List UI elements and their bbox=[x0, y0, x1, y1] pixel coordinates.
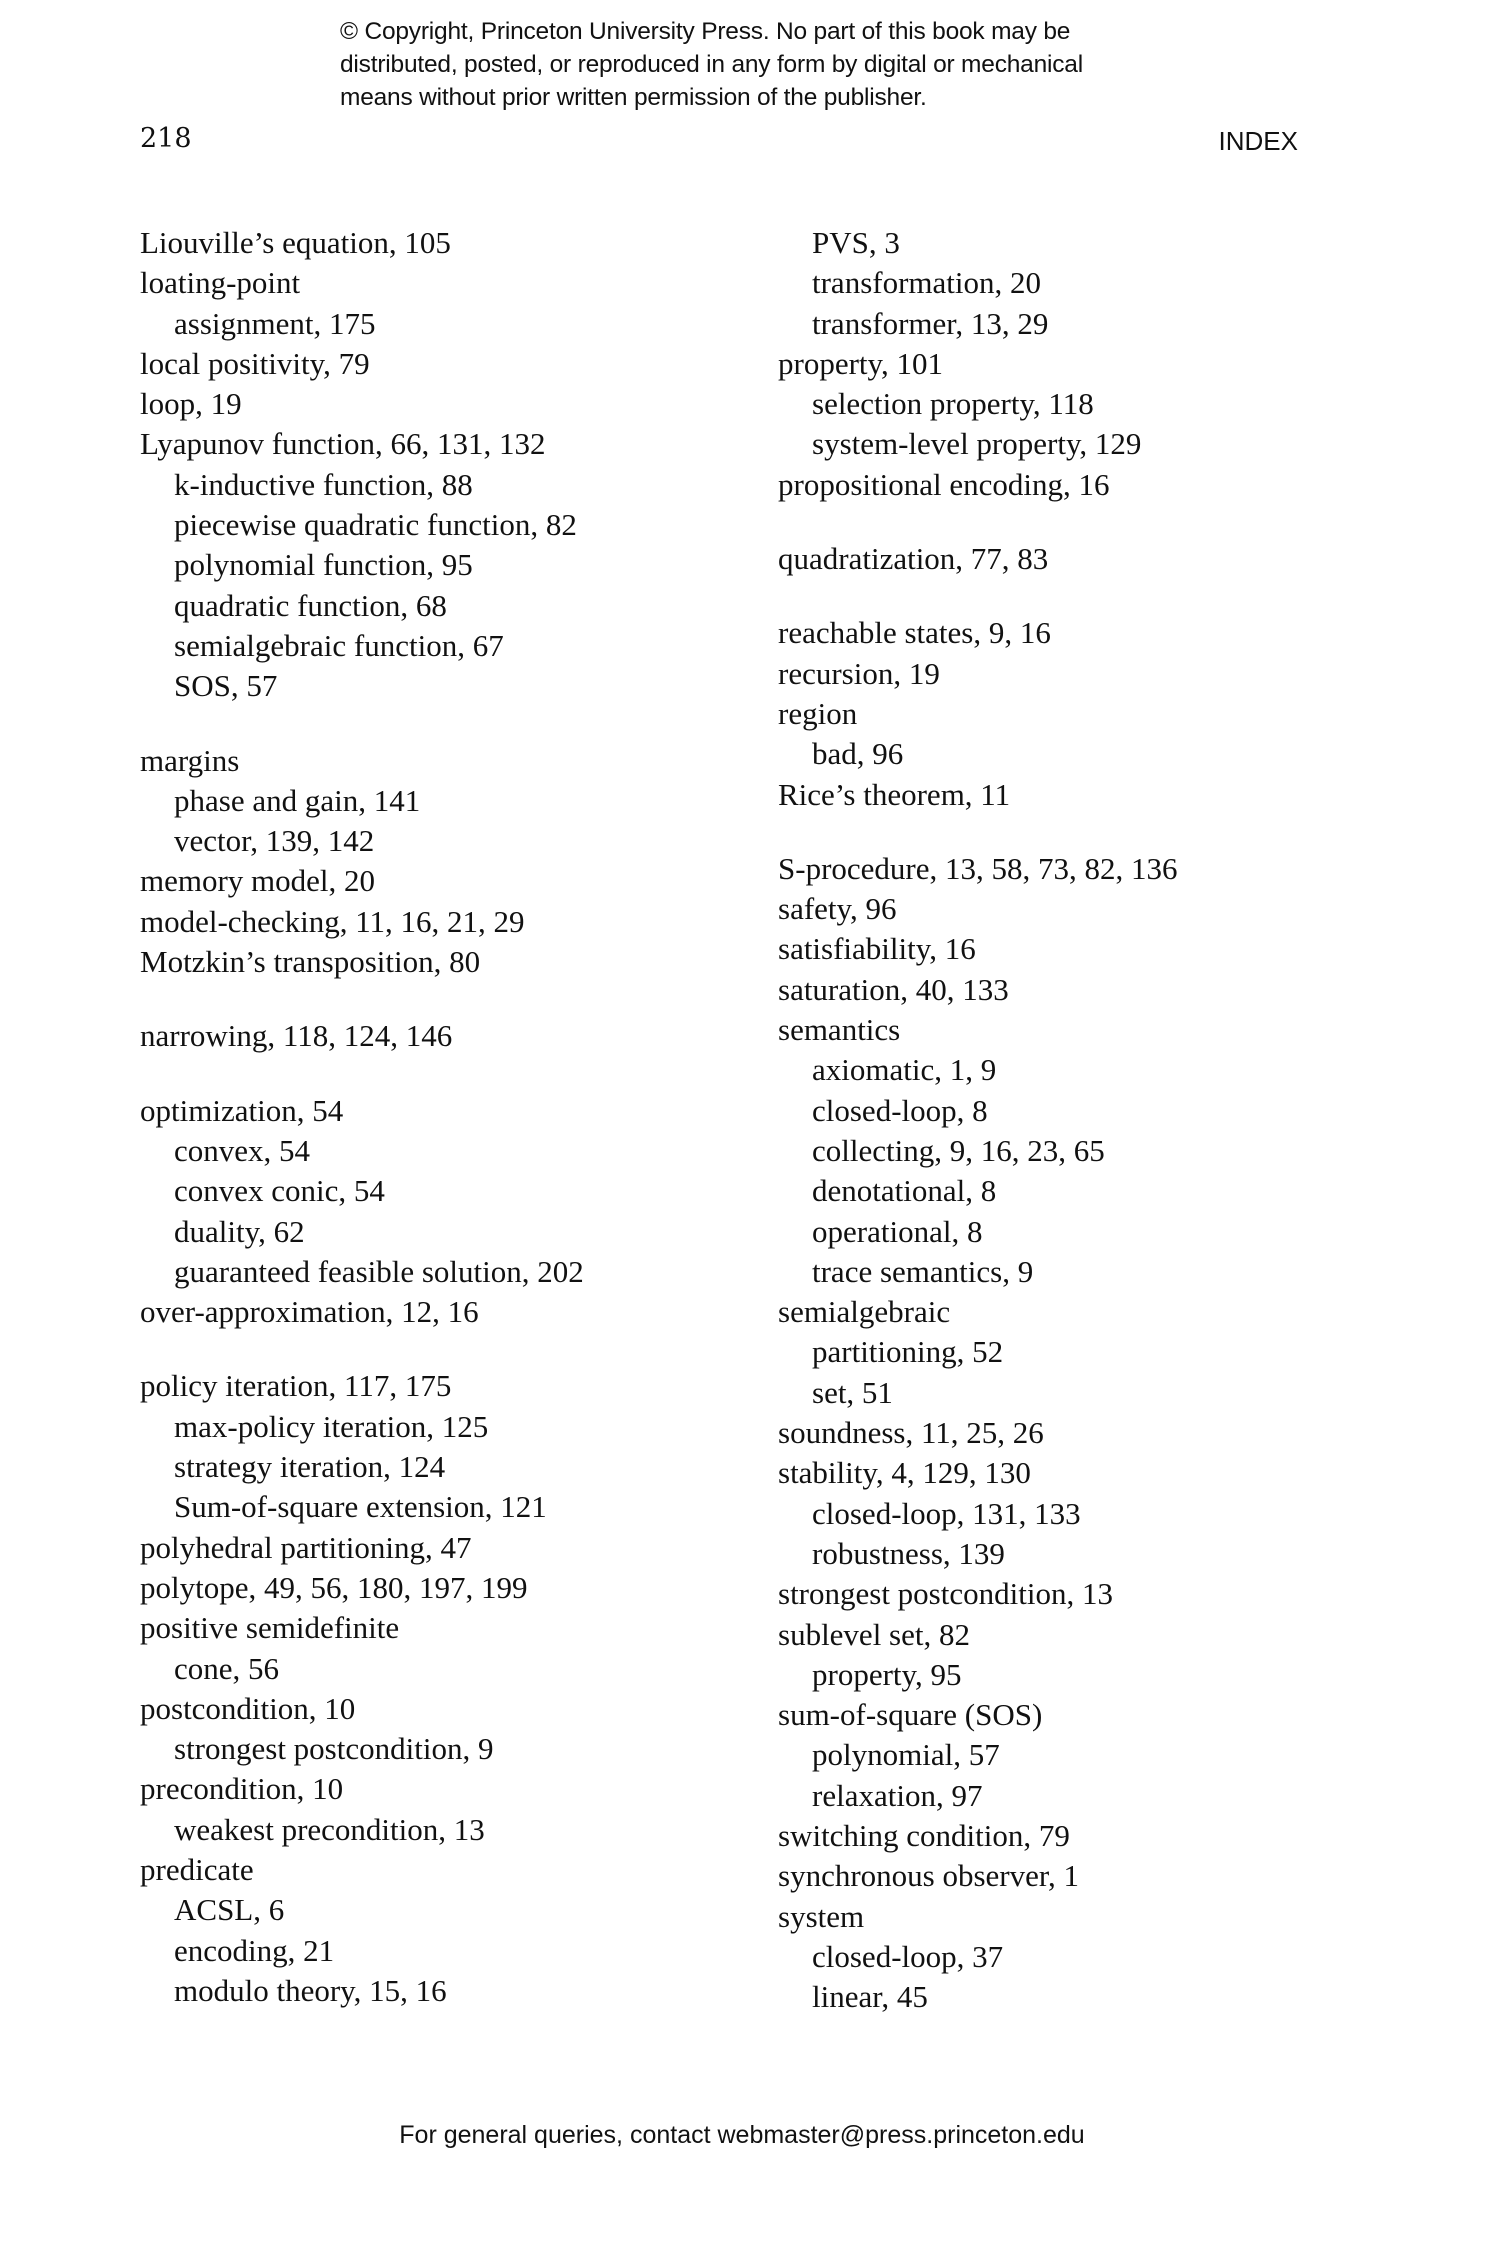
index-column-left bbox=[140, 223, 584, 2011]
index-entry: switching condition, 79 bbox=[778, 1817, 1070, 1853]
index-subentry: assignment, 175 bbox=[174, 305, 376, 341]
index-subentry: bad, 96 bbox=[812, 736, 904, 772]
copyright-line: © Copyright, Princeton University Press. No part of this book may be bbox=[340, 18, 1071, 45]
index-subentry: selection property, 118 bbox=[812, 386, 1094, 422]
index-subentry: collecting, 9, 16, 23, 65 bbox=[812, 1132, 1105, 1168]
index-subentry: strategy iteration, 124 bbox=[174, 1449, 446, 1485]
index-entry: Liouville’s equation, 105 bbox=[140, 225, 451, 260]
index-subentry: transformer, 13, 29 bbox=[812, 305, 1049, 341]
index-subentry: closed-loop, 131, 133 bbox=[812, 1495, 1081, 1531]
index-subentry: convex, 54 bbox=[174, 1132, 311, 1168]
index-subentry: weakest precondition, 13 bbox=[174, 1811, 485, 1847]
index-subentry: linear, 45 bbox=[812, 1979, 928, 2015]
index-subentry: piecewise quadratic function, 82 bbox=[174, 507, 577, 543]
index-entry: over-approximation, 12, 16 bbox=[140, 1294, 479, 1330]
index-letter-group bbox=[140, 741, 584, 983]
copyright-notice bbox=[340, 15, 1083, 114]
index-entry: semantics bbox=[778, 1012, 901, 1048]
index-entry: synchronous observer, 1 bbox=[778, 1858, 1079, 1894]
index-subentry: ACSL, 6 bbox=[174, 1892, 285, 1928]
index-entry: loop, 19 bbox=[140, 386, 242, 422]
index-subentry: robustness, 139 bbox=[812, 1535, 1005, 1571]
index-subentry: polynomial, 57 bbox=[812, 1737, 1000, 1773]
index-subentry: property, 95 bbox=[812, 1656, 962, 1692]
index-subentry: set, 51 bbox=[812, 1374, 893, 1410]
index-entry: soundness, 11, 25, 26 bbox=[778, 1415, 1044, 1451]
index-subentry: trace semantics, 9 bbox=[812, 1253, 1034, 1289]
index-letter-group bbox=[778, 613, 1178, 814]
footer-contact bbox=[0, 2118, 1500, 2152]
index-subentry: duality, 62 bbox=[174, 1213, 305, 1249]
index-subentry: convex conic, 54 bbox=[174, 1173, 385, 1209]
index-entry: S-procedure, 13, 58, 73, 82, 136 bbox=[778, 850, 1178, 886]
running-head: INDEX bbox=[1218, 126, 1298, 156]
index-subentry: max-policy iteration, 125 bbox=[174, 1408, 489, 1444]
index-entry: polyhedral partitioning, 47 bbox=[140, 1529, 472, 1565]
index-entry: narrowing, 118, 124, 146 bbox=[140, 1018, 453, 1054]
index-subentry: closed-loop, 8 bbox=[812, 1092, 988, 1128]
index-entry: quadratization, 77, 83 bbox=[778, 541, 1049, 577]
index-entry: positive semidefinite bbox=[140, 1610, 400, 1646]
index-entry: policy iteration, 117, 175 bbox=[140, 1368, 452, 1404]
index-subentry: modulo theory, 15, 16 bbox=[174, 1972, 447, 2008]
index-subentry: PVS, 3 bbox=[812, 225, 900, 260]
index-entry: system bbox=[778, 1898, 865, 1934]
index-entry: Motzkin’s transposition, 80 bbox=[140, 944, 481, 980]
index-subentry: partitioning, 52 bbox=[812, 1334, 1004, 1370]
index-entry: propositional encoding, 16 bbox=[778, 466, 1110, 502]
index-entry: recursion, 19 bbox=[778, 655, 940, 691]
footer-text: For general queries, contact webmaster@press.princeton.edu bbox=[399, 2121, 1085, 2149]
index-letter-group bbox=[778, 539, 1178, 579]
index-subentry: guaranteed feasible solution, 202 bbox=[174, 1253, 584, 1289]
index-subentry: system-level property, 129 bbox=[812, 426, 1142, 462]
index-entry: polytope, 49, 56, 180, 197, 199 bbox=[140, 1569, 528, 1605]
index-subentry: polynomial function, 95 bbox=[174, 547, 473, 583]
index-subentry: denotational, 8 bbox=[812, 1173, 997, 1209]
index-entry: sublevel set, 82 bbox=[778, 1616, 970, 1652]
index-entry: semialgebraic bbox=[778, 1294, 951, 1330]
page-number: 218 bbox=[140, 123, 192, 154]
index-entry: precondition, 10 bbox=[140, 1771, 344, 1807]
index-entry: loating-point bbox=[140, 265, 301, 301]
index-subentry: cone, 56 bbox=[174, 1650, 280, 1686]
index-letter-group bbox=[778, 223, 1178, 505]
index-subentry: operational, 8 bbox=[812, 1213, 983, 1249]
index-entry: reachable states, 9, 16 bbox=[778, 615, 1051, 651]
index-letter-group bbox=[140, 223, 584, 707]
index-entry: Lyapunov function, 66, 131, 132 bbox=[140, 426, 546, 462]
index-entry: safety, 96 bbox=[778, 891, 897, 927]
index-subentry: strongest postcondition, 9 bbox=[174, 1731, 494, 1767]
index-subentry: relaxation, 97 bbox=[812, 1777, 983, 1813]
index-entry: local positivity, 79 bbox=[140, 345, 370, 381]
index-subentry: axiomatic, 1, 9 bbox=[812, 1052, 997, 1088]
copyright-line: means without prior written permission of the publisher. bbox=[340, 84, 927, 111]
index-subentry: semialgebraic function, 67 bbox=[174, 627, 504, 663]
index-entry: stability, 4, 129, 130 bbox=[778, 1455, 1031, 1491]
index-subentry: k-inductive function, 88 bbox=[174, 466, 473, 502]
index-subentry: Sum-of-square extension, 121 bbox=[174, 1489, 547, 1525]
index-entry: margins bbox=[140, 742, 240, 778]
index-entry: model-checking, 11, 16, 21, 29 bbox=[140, 903, 525, 939]
index-entry: satisfiability, 16 bbox=[778, 931, 976, 967]
index-entry: memory model, 20 bbox=[140, 863, 376, 899]
index-letter-group bbox=[778, 849, 1178, 2018]
index-letter-group bbox=[140, 1366, 584, 2011]
index-subentry: quadratic function, 68 bbox=[174, 587, 447, 623]
index-column-right bbox=[778, 223, 1178, 2017]
index-entry: sum-of-square (SOS) bbox=[778, 1697, 1043, 1733]
index-subentry: closed-loop, 37 bbox=[812, 1938, 1004, 1974]
index-subentry: encoding, 21 bbox=[174, 1932, 335, 1968]
index-subentry: transformation, 20 bbox=[812, 265, 1042, 301]
index-entry: saturation, 40, 133 bbox=[778, 971, 1009, 1007]
index-entry: predicate bbox=[140, 1851, 254, 1887]
index-entry: optimization, 54 bbox=[140, 1092, 344, 1128]
index-entry: region bbox=[778, 695, 858, 731]
index-subentry: phase and gain, 141 bbox=[174, 782, 421, 818]
index-entry: postcondition, 10 bbox=[140, 1690, 356, 1726]
index-entry: property, 101 bbox=[778, 345, 944, 381]
index-letter-group bbox=[140, 1091, 584, 1333]
index-subentry: SOS, 57 bbox=[174, 668, 278, 704]
index-letter-group bbox=[140, 1016, 584, 1056]
copyright-line: distributed, posted, or reproduced in any form by digital or mechanical bbox=[340, 51, 1083, 78]
index-entry: strongest postcondition, 13 bbox=[778, 1576, 1113, 1612]
index-subentry: vector, 139, 142 bbox=[174, 823, 375, 859]
index-entry: Rice’s theorem, 11 bbox=[778, 776, 1011, 812]
